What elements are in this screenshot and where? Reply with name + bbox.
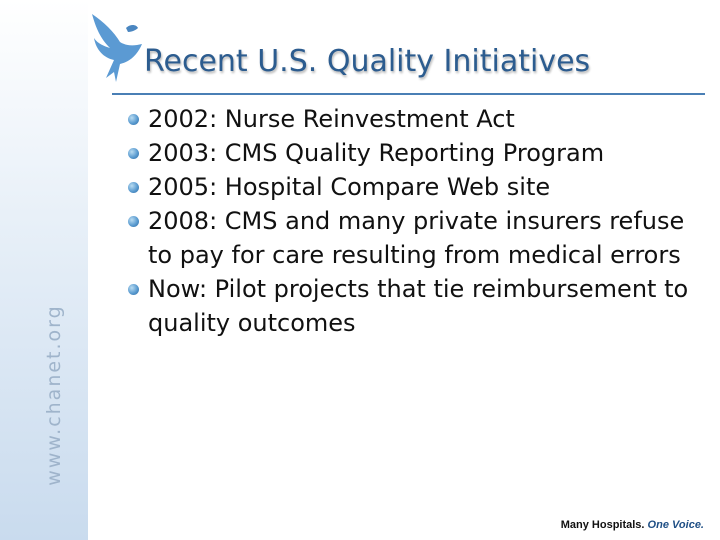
- bullet-dot-icon: [128, 114, 139, 125]
- list-item: [128, 170, 698, 204]
- dove-logo-icon: [80, 8, 146, 88]
- bullet-text: Now: Pilot projects that tie reimbursement to quality outcomes: [148, 275, 689, 337]
- bullet-dot-icon: [128, 148, 139, 159]
- list-item: [128, 204, 698, 272]
- bullet-text: 2008: CMS and many private insurers refuse to pay for care resulting from medical errors: [148, 207, 685, 269]
- bullet-list: [128, 102, 698, 340]
- footer-tagline: [561, 519, 704, 531]
- list-item: [128, 102, 698, 136]
- bullet-dot-icon: [128, 182, 139, 193]
- bullet-text: 2002: Nurse Reinvestment Act: [148, 105, 515, 133]
- bullet-text: 2003: CMS Quality Reporting Program: [148, 139, 605, 167]
- tagline-main: Many Hospitals.: [560, 519, 645, 531]
- bullet-dot-icon: [128, 284, 139, 295]
- list-item: [128, 272, 698, 340]
- list-item: [128, 136, 698, 170]
- slide-title: Recent U.S. Quality Initiatives: [144, 44, 591, 79]
- tagline-emphasis: One Voice.: [647, 519, 704, 531]
- title-underline: [112, 93, 705, 95]
- bullet-text: 2005: Hospital Compare Web site: [148, 173, 551, 201]
- bullet-dot-icon: [128, 216, 139, 227]
- vertical-url-text: www.chanet.org: [43, 304, 65, 486]
